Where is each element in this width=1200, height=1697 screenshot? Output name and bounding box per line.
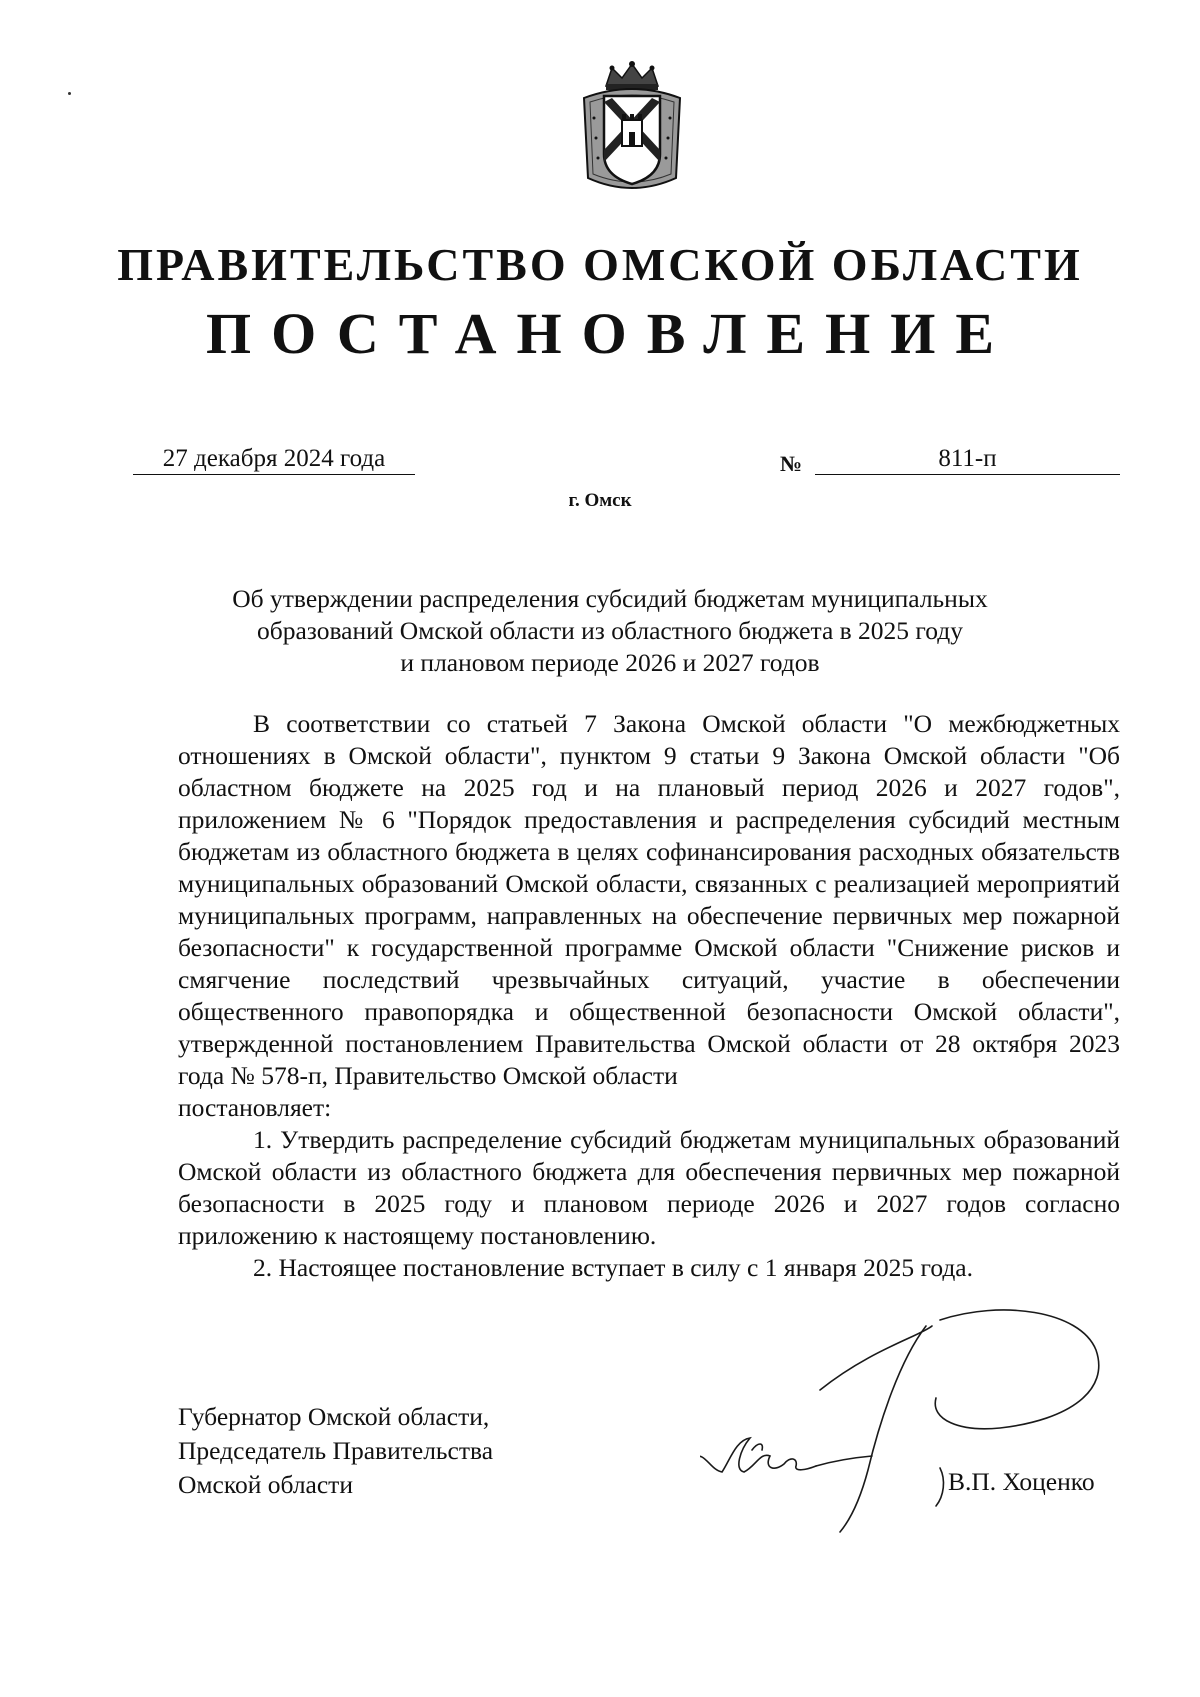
document-type-heading: ПОСТАНОВЛЕНИЕ bbox=[205, 301, 1015, 366]
document-subject bbox=[160, 583, 1060, 679]
preamble-paragraph: В соответствии со статьей 7 Закона Омской области "О межбюджетных отношениях в Омской области", пунктом 9 статьи 9 Закона Омской области "Об областном бюджете на 2025 год и на плановый период 2026 и 2027 годов", приложением № 6 "Порядок предоставления и распределения субсидий местным бюджетам из областного бюджета в целях софинансирования расходных обязательств муниципальных образований Омской области, связанных с реализацией мероприятий муниципальных программ, направленных на обеспечение первичных мер пожарной безопасности" к государственной программе Омской области "Снижение рисков и смягчение последствий чрезвычайных ситуаций, участие в обеспечении общественного правопорядка и общественной безопасности Омской области", утвержденной постановлением Правительства Омской области от 28 октября 2023 года № 578-п, Правительство Омской области bbox=[178, 709, 1120, 1090]
document-number: 811-п bbox=[815, 444, 1120, 475]
document-body bbox=[178, 708, 1120, 1284]
number-sign-label: № bbox=[780, 451, 803, 476]
subject-line: образований Омской области из областного бюджета в 2025 году bbox=[257, 616, 963, 645]
document-date: 27 декабря 2024 года bbox=[133, 444, 415, 475]
resolution-item-2: 2. Настоящее постановление вступает в силу с 1 января 2025 года. bbox=[253, 1253, 974, 1282]
resolves-word: постановляет: bbox=[178, 1093, 332, 1122]
signer-position-line: Председатель Правительства bbox=[178, 1436, 494, 1465]
subject-line: Об утверждении распределения субсидий бюджетам муниципальных bbox=[232, 584, 988, 613]
organization-title: ПРАВИТЕЛЬСТВО ОМСКОЙ ОБЛАСТИ bbox=[117, 239, 1083, 290]
handwritten-signature bbox=[700, 1300, 1120, 1540]
city-label: г. Омск bbox=[568, 490, 632, 511]
signer-position-line: Губернатор Омской области, bbox=[178, 1402, 490, 1431]
subject-line: и плановом периоде 2026 и 2027 годов bbox=[400, 648, 820, 677]
signer-position bbox=[178, 1400, 493, 1502]
signer-name: В.П. Хоценко bbox=[948, 1467, 1095, 1496]
signer-position-line: Омской области bbox=[178, 1470, 353, 1499]
resolution-item-1: 1. Утвердить распределение субсидий бюджетам муниципальных образований Омской области из областного бюджета для обеспечения первичных мер пожарной безопасности в 2025 году и плановом периоде 2026 и 2027 годов согласно приложению к настоящему постановлению. bbox=[178, 1125, 1120, 1250]
coat-of-arms-icon bbox=[576, 58, 688, 198]
scan-speck bbox=[68, 92, 71, 95]
